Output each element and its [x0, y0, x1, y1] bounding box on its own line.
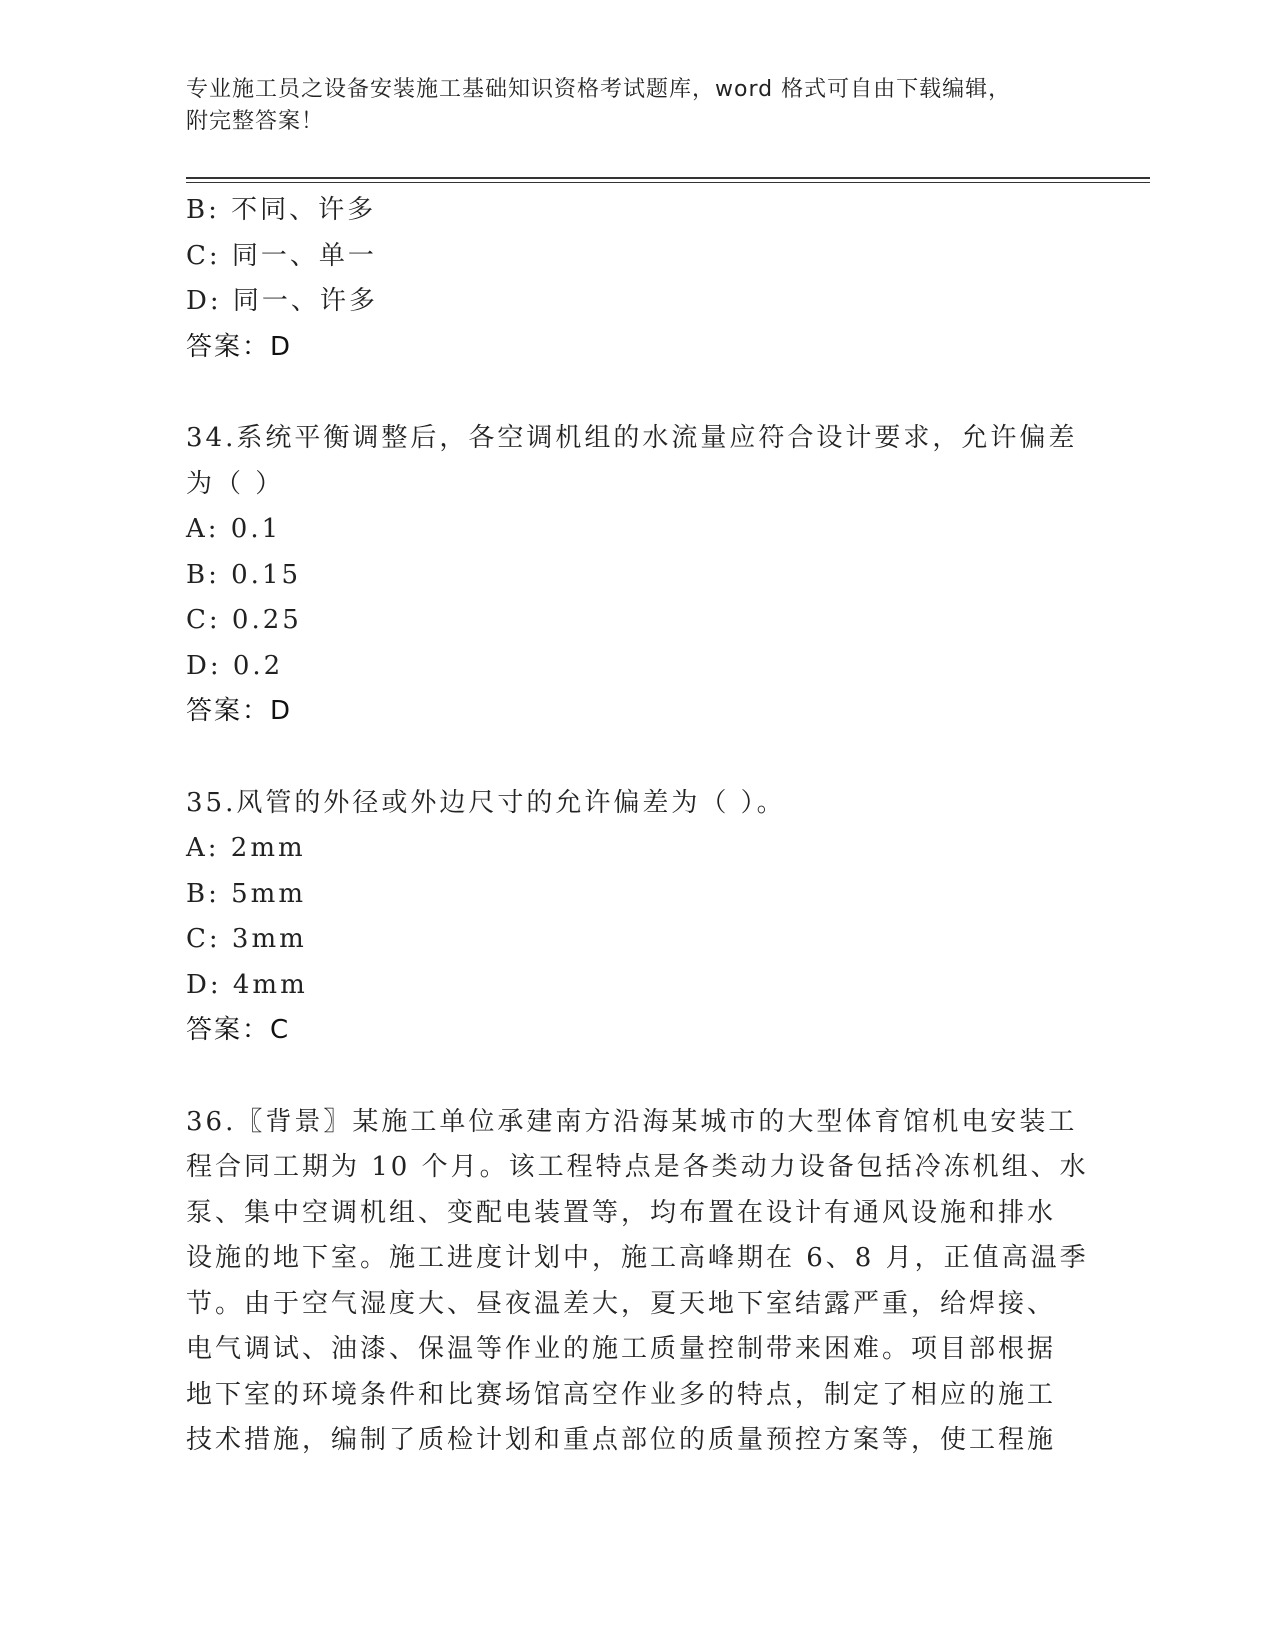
question-stem: 34.系统平衡调整后，各空调机组的水流量应符合设计要求，允许偏差 [186, 423, 1078, 453]
answer-label: 答案：D [186, 331, 293, 362]
header-line-2: 附完整答案！ [186, 109, 325, 134]
option-b: B: 不同、许多 [186, 195, 377, 225]
option-d: D: 4mm [186, 969, 308, 1000]
question-33-tail [186, 188, 1086, 370]
question-stem: 技术措施，编制了质检计划和重点部位的质量预控方案等，使工程施 [186, 1425, 1057, 1455]
option-a: A: 0.1 [186, 514, 282, 544]
question-stem: 地下室的环境条件和比赛场馆高空作业多的特点，制定了相应的施工 [186, 1379, 1057, 1410]
question-stem: 为（ ） [186, 468, 285, 499]
spacer [186, 735, 1086, 781]
option-c: C: 3mm [186, 924, 307, 954]
spacer [186, 370, 1086, 416]
option-b: B: 5mm [186, 878, 306, 909]
question-stem: 程合同工期为 10 个月。该工程特点是各类动力设备包括冷冻机组、水 [186, 1152, 1089, 1182]
option-b: B: 0.15 [186, 559, 302, 590]
document-header [186, 74, 1086, 138]
option-a: A: 2mm [186, 833, 306, 863]
spacer [186, 1054, 1086, 1100]
header-line-1: 专业施工员之设备安装施工基础知识资格考试题库，word 格式可自由下载编辑， [186, 77, 1012, 102]
option-d: D: 0.2 [186, 650, 284, 681]
answer-label: 答案：D [186, 696, 293, 726]
question-stem: 电气调试、油漆、保温等作业的施工质量控制带来困难。项目部根据 [186, 1334, 1057, 1364]
question-stem: 节。由于空气湿度大、昼夜温差大，夏天地下室结露严重，给焊接、 [186, 1288, 1057, 1319]
question-35 [186, 781, 1086, 1054]
question-stem: 泵、集中空调机组、变配电装置等，均布置在设计有通风设施和排水 [186, 1197, 1057, 1228]
question-stem: 35.风管的外径或外边尺寸的允许偏差为（ ）。 [186, 787, 786, 818]
question-34 [186, 416, 1086, 735]
option-d: D: 同一、许多 [186, 286, 378, 316]
option-c: C: 0.25 [186, 605, 302, 635]
question-stem: 设施的地下室。施工进度计划中，施工高峰期在 6、8 月，正值高温季 [186, 1243, 1089, 1273]
question-stem: 36.〖背景〗某施工单位承建南方沿海某城市的大型体育馆机电安装工 [186, 1106, 1078, 1137]
answer-label: 答案：C [186, 1015, 291, 1045]
option-c: C: 同一、单一 [186, 240, 377, 271]
header-rule-thin [186, 182, 1150, 183]
question-36 [186, 1100, 1089, 1464]
document-body [186, 188, 1089, 1464]
header-rule-thick [186, 177, 1150, 179]
